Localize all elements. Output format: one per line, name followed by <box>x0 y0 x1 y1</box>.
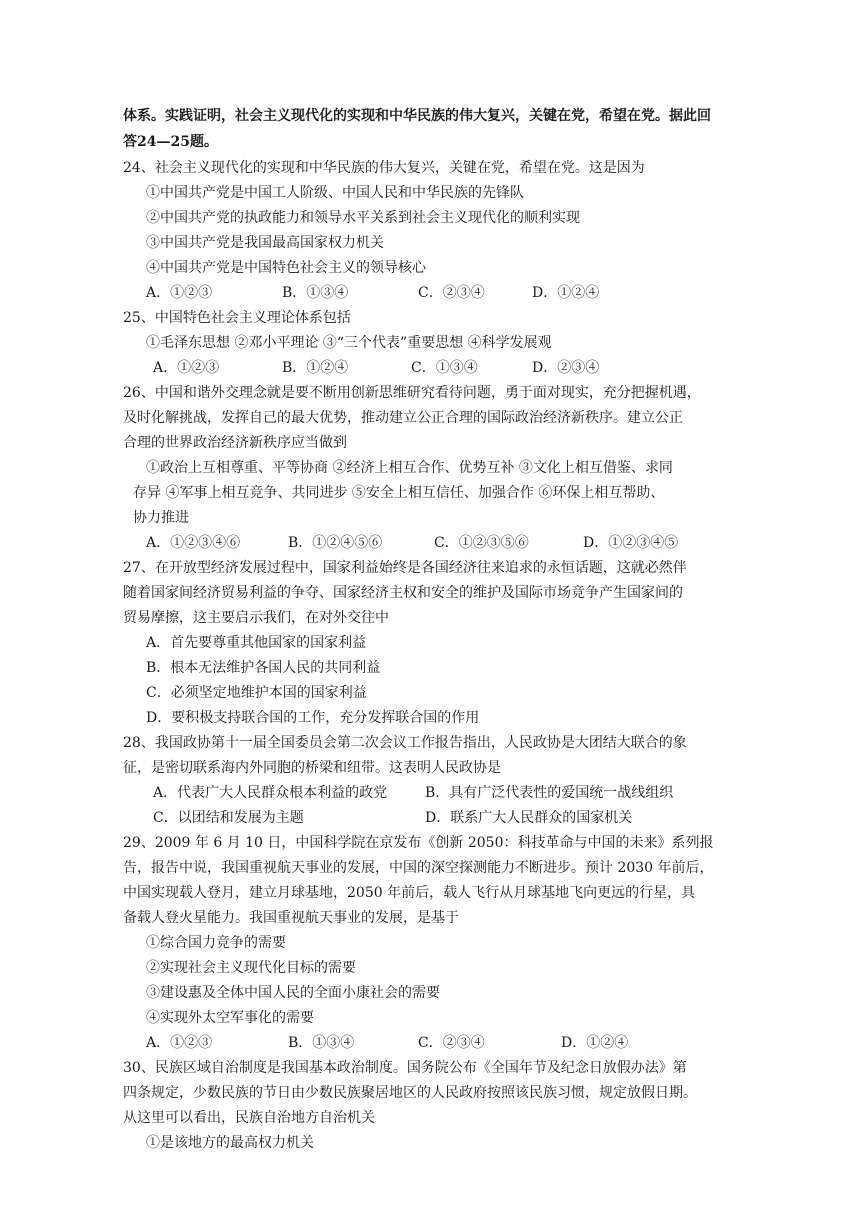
q29-option-b: B．①③④ <box>288 1035 355 1051</box>
q26-option-b: B．①②④⑤⑥ <box>288 535 383 551</box>
question-29-stem-3: 中国实现载人登月，建立月球基地，2050 年前后，载人飞行从月球基地飞向更远的行星，具 <box>123 885 696 901</box>
q29-item-4: ④实现外太空军事化的需要 <box>146 1010 314 1026</box>
intro-line-2: 答24—25题。 <box>123 134 218 150</box>
q24-option-c: C．②③④ <box>418 285 485 301</box>
q26-option-a: A．①②③④⑥ <box>146 535 241 551</box>
q29-option-d: D．①②④ <box>561 1035 629 1051</box>
question-27-stem-1: 27、在开放型经济发展过程中，国家利益始终是各国经济往来追求的永恒话题，这就必然伴 <box>123 560 687 576</box>
q29-option-c: C．②③④ <box>418 1035 485 1051</box>
question-29-stem-4: 备载人登火星能力。我国重视航天事业的发展，是基于 <box>123 910 459 926</box>
q28-option-a: A．代表广大人民群众根本利益的政党 <box>153 785 388 801</box>
q24-option-a: A．①②③ <box>146 285 213 301</box>
question-26-stem-3: 合理的世界政治经济新秩序应当做到 <box>123 435 347 451</box>
q28-options-row-1 <box>0 783 860 803</box>
q28-option-c: C．以团结和发展为主题 <box>153 810 304 826</box>
question-26-stem-2: 及时化解挑战，发挥自己的最大优势，推动建立公正合理的国际政治经济新秩序。建立公正 <box>123 410 683 426</box>
question-29-stem-1: 29、2009 年 6 月 10 日，中国科学院在京发布《创新 2050：科技革命与中国的未来》系列报 <box>123 835 714 851</box>
q27-option-a: A．首先要尊重其他国家的国家利益 <box>146 635 367 651</box>
question-27-stem-2: 随着国家间经济贸易利益的争夺、国家经济主权和安全的维护及国际市场竞争产生国家间的 <box>123 585 683 601</box>
q26-items-line-3: 协力推进 <box>133 510 189 526</box>
q29-options <box>0 1033 860 1053</box>
q24-item-1: ①中国共产党是中国工人阶级、中国人民和中华民族的先锋队 <box>146 185 524 201</box>
q27-option-c: C．必须坚定地维护本国的国家利益 <box>146 685 367 701</box>
q26-option-c: C．①②③⑤⑥ <box>434 535 529 551</box>
q28-option-d: D．联系广大人民群众的国家机关 <box>425 810 633 826</box>
q26-option-d: D．①②③④⑤ <box>583 535 679 551</box>
q29-item-3: ③建设惠及全体中国人民的全面小康社会的需要 <box>146 985 440 1001</box>
q26-items-line-1: ①政治上互相尊重、平等协商 ②经济上相互合作、优势互补 ③文化上相互借鉴、求同 <box>146 460 673 476</box>
q30-item-1: ①是该地方的最高权力机关 <box>146 1135 314 1151</box>
q27-option-d: D．要积极支持联合国的工作，充分发挥联合国的作用 <box>146 710 480 726</box>
q27-option-b: B．根本无法维护各国人民的共同利益 <box>146 660 381 676</box>
q25-options <box>0 358 860 378</box>
question-27-stem-3: 贸易摩擦，这主要启示我们，在对外交往中 <box>123 610 389 626</box>
q29-item-1: ①综合国力竞争的需要 <box>146 935 286 951</box>
q29-option-a: A．①②③ <box>146 1035 213 1051</box>
q24-option-b: B．①③④ <box>282 285 349 301</box>
question-28-stem-1: 28、我国政协第十一届全国委员会第二次会议工作报告指出，人民政协是大团结大联合的象 <box>123 735 687 751</box>
q25-option-c: C．①③④ <box>411 360 478 376</box>
q25-option-a: A．①②③ <box>153 360 220 376</box>
question-26-stem-1: 26、中国和谐外交理念就是要不断用创新思维研究看待问题，勇于面对现实，充分把握机遇， <box>123 385 701 401</box>
question-24-stem: 24、社会主义现代化的实现和中华民族的伟大复兴，关键在党，希望在党。这是因为 <box>123 160 645 176</box>
q28-options-row-2 <box>0 808 860 828</box>
question-30-stem-2: 四条规定，少数民族的节日由少数民族聚居地区的人民政府按照该民族习惯，规定放假日期。 <box>123 1085 697 1101</box>
q24-item-4: ④中国共产党是中国特色社会主义的领导核心 <box>146 260 426 276</box>
question-25-stem: 25、中国特色社会主义理论体系包括 <box>123 310 351 326</box>
q24-options <box>0 283 860 303</box>
question-30-stem-1: 30、民族区域自治制度是我国基本政治制度。国务院公布《全国年节及纪念日放假办法》第 <box>123 1060 687 1076</box>
question-30-stem-3: 从这里可以看出，民族自治地方自治机关 <box>123 1110 375 1126</box>
question-29-stem-2: 告，报告中说，我国重视航天事业的发展，中国的深空探测能力不断进步。预计 2030 年前后， <box>123 860 714 876</box>
intro-line-1: 体系。实践证明，社会主义现代化的实现和中华民族的伟大复兴，关键在党，希望在党。据此回 <box>123 108 711 124</box>
q25-option-d: D．②③④ <box>532 360 600 376</box>
q28-option-b: B．具有广泛代表性的爱国统一战线组织 <box>425 785 674 801</box>
q26-options <box>0 533 860 553</box>
q24-item-3: ③中国共产党是我国最高国家权力机关 <box>146 235 384 251</box>
q25-items: ①毛泽东思想 ②邓小平理论 ③“三个代表”重要思想 ④科学发展观 <box>146 335 552 351</box>
q25-option-b: B．①②④ <box>282 360 349 376</box>
q24-option-d: D．①②④ <box>532 285 600 301</box>
q26-items-line-2: 存异 ④军事上相互竞争、共同进步 ⑤安全上相互信任、加强合作 ⑥环保上相互帮助、 <box>133 485 665 501</box>
q29-item-2: ②实现社会主义现代化目标的需要 <box>146 960 356 976</box>
q24-item-2: ②中国共产党的执政能力和领导水平关系到社会主义现代化的顺利实现 <box>146 210 580 226</box>
question-28-stem-2: 征，是密切联系海内外同胞的桥梁和纽带。这表明人民政协是 <box>123 760 501 776</box>
